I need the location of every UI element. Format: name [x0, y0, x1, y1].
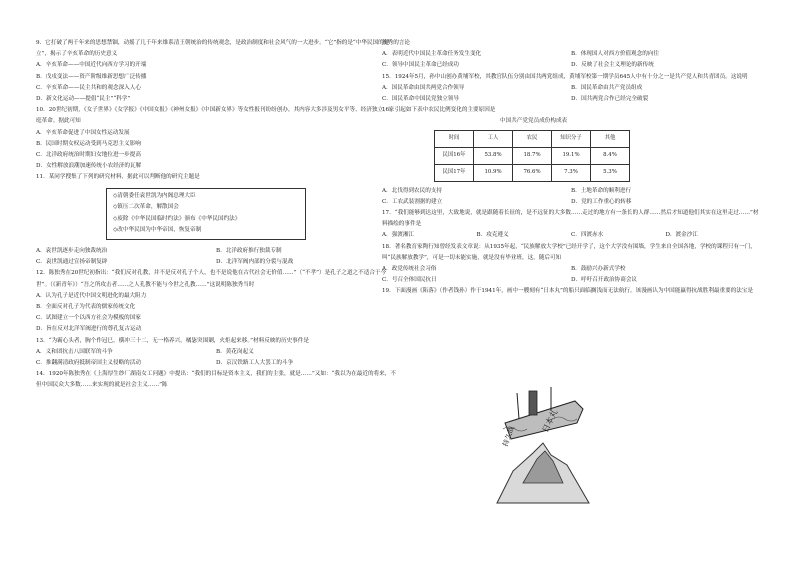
q11-option-c: C．袁世凯通过宣扬帝制复辟: [36, 259, 108, 266]
q15-option-d: D．国共两党合作已经完全破裂: [571, 96, 649, 103]
q10-option-d: D．女性解放浪潮加速传统小农经济的瓦解: [36, 163, 142, 170]
q11-material-box: [106, 188, 306, 240]
question-16-stem: 16．引起如下表中农民比例变化的主要原因是: [382, 107, 496, 114]
table-cell: 10.9%: [474, 164, 513, 181]
question-15-stem: 15．1924年5月，孙中山创办黄埔军校，其教官队伍分别由国共两党组成，黄埔军校第一期学员645人中有十分之一是共产党人和共青团员。这说明: [382, 73, 748, 80]
q12-option-c: C．试图建立一个以西方社会为模板的国家: [36, 315, 141, 322]
table-header-row: [435, 130, 630, 147]
table-cell: 76.6%: [513, 164, 552, 181]
q9-option-b: B．戊戌变法——资产阶级维新思想广泛传播: [36, 73, 147, 80]
q16-option-a: A．北伐得到农民的支持: [382, 187, 442, 194]
table-cell: 5.3%: [591, 164, 630, 181]
q16-option-c: C．工农武装割据的建立: [382, 198, 443, 205]
mast-label: 持久战: [501, 425, 517, 448]
q15-option-b: B．国民革命由共产党员组成: [571, 84, 643, 91]
q13-option-a: A．义和团抗击八国联军的斗争: [36, 348, 113, 355]
table-header-cell: 知识分子: [552, 130, 591, 147]
table-cell: 7.3%: [552, 164, 591, 181]
q11-material-2: ◇镇压二次革命，解散国会: [113, 204, 179, 211]
table-cell: 53.8%: [474, 147, 513, 164]
cartoon-image: [493, 383, 593, 507]
q14-stem-continued: 独秀的言论: [382, 40, 410, 46]
q14-option-c: C．领导中国民主革命已经成功: [382, 62, 459, 69]
ship-funnel: [529, 391, 537, 415]
question-9-stem: 9．它打破了两千年来的思想禁锢，动摇了几千年来维系清王朝统治的传统观念，是政治制度和社会风气的一大进步。“它”指的是“中华民国的建立”，揭示了辛亥革命的历史意义: [36, 40, 390, 58]
q11-material-3: ◇废除《中华民国临时约法》颁布《中华民国约法》: [113, 215, 241, 222]
q11-option-b: B．北洋政府推行独裁专制: [216, 248, 282, 255]
table-cell: 民国16年: [435, 147, 474, 164]
q13-options-row-1: [36, 347, 396, 358]
q11-option-a: A．袁世凯逐步走向独裁统治: [36, 248, 108, 255]
q17-option-a: A．强渡湘江: [382, 232, 415, 239]
q16-options-row-2: [382, 197, 760, 208]
q12-option-a: A．认为孔子是近代中国文明进化的最大阻力: [36, 292, 147, 299]
q17-option-c: C．四渡赤水: [571, 232, 604, 239]
table-cell: 19.1%: [552, 147, 591, 164]
q17-option-d: D．渡金沙江: [665, 232, 698, 239]
q14-option-a: A．表明近代中国民主革命任务发生变化: [382, 51, 482, 58]
q11-options-row-2: [36, 257, 396, 268]
q14-option-d: D．反映了社会主义理论的新传统: [571, 62, 654, 69]
question-14-stem: 14．1920年陈独秀在《上海厚生纱厂湖南女工问题》中提出：“我们的目标是资本主义，我们的主张，就是……”又如：“我以为在最近的将来，不但中国民众大多数……来实现的就是社会主义……”陈: [36, 371, 396, 389]
q15-options-row-1: [382, 83, 760, 94]
q13-options-row-2: [36, 358, 396, 369]
ship-label: 日本丸: [540, 408, 560, 434]
question-18-stem: 18．著名教育家陶行知曾经发表文章说：从1935年起，“民族解放大学校”已经开学了，这个大学没有围墙，学生来自全国各地，学校的课程只有一门，叫“民族解放教学”，可是一切未能实施，就是没有毕业班，这，随后可知: [382, 243, 756, 261]
q15-option-c: C．国民革命中国民党独立领导: [382, 96, 459, 103]
table-header-cell: 农民: [513, 130, 552, 147]
table-row: [435, 164, 630, 181]
q17-options-row: [382, 230, 760, 241]
question-19-stem: 19．下面漫画《陷落》（作者钱孙）作于1941年，画中一艘刻有“日本丸”的船只面临搁浅而无法航行。该漫画认为中国能赢得抗战胜利最重要的法宝是: [382, 288, 754, 295]
left-column: [36, 38, 396, 392]
q18-option-a: A．政党传统社会习俗: [382, 266, 437, 273]
q13-option-c: C．推翻满清政府抵制帝国主义侵略的活动: [36, 360, 141, 367]
q18-option-b: B．鼓励兴办新式学校: [571, 266, 626, 273]
ship-hull: [505, 401, 583, 439]
q16-option-b: B．土地革命的顺利进行: [571, 187, 632, 194]
q11-material-1: ◇清朝委任袁世凯为内阁总理大臣: [113, 192, 196, 199]
q15-options-row-2: [382, 94, 760, 105]
q16-data-table: [434, 130, 630, 182]
q16-option-d: D．党的工作重心的转移: [571, 198, 632, 205]
q14-options-row-2: [382, 60, 760, 71]
question-17-stem: 17．“我们能够到达这里，大致地说，就是跟随着长征的，是不远征的大多数……走过的地方有一条长的人群……然后才知道他们其实在这里走过……”材料描绘的事件是: [382, 210, 759, 228]
q10-option-b: B．民国时期女权运动受到马克思主义影响: [36, 140, 141, 147]
q16-options-row-1: [382, 186, 760, 197]
q11-material-4: ◇改中华民国为中华帝国，恢复帝制: [113, 227, 202, 234]
q16-table-title: 中国共产党党员成份构成表: [500, 118, 568, 125]
q18-options-row-1: [382, 264, 760, 275]
q18-option-d: D．呼吁召开政治协商会议: [571, 277, 638, 284]
q12-option-b: B．全面反对孔子为代表的儒家传统文化: [36, 304, 136, 311]
q13-option-b: B．黄花岗起义: [216, 348, 254, 355]
table-header-cell: 工人: [474, 130, 513, 147]
table-row: [435, 147, 630, 164]
q11-options-row-1: [36, 246, 396, 257]
q18-option-c: C．号召全体国民抗日: [382, 277, 437, 284]
q9-option-a: A．辛亥革命——中国近代向西方学习的开端: [36, 62, 147, 69]
q18-options-row-2: [382, 275, 760, 286]
q10-option-c: C．北洋政府统治时期妇女地位进一步提高: [36, 152, 141, 159]
question-12-stem: 12．陈独秀在20世纪初指出：“我们反对孔教，并不是反对孔子个人，也不是说他在古代社会无价值……”（“不孝”）是孔子之道之不适合于今世”。（《新青年》）“吾之所攻击者……之人孔教不能与今世之孔教……”这说明陈独秀当时: [36, 270, 387, 288]
q14-options-row-1: [382, 49, 760, 60]
q9-option-d: D．新文化运动——提倡“民主”“科学”: [36, 96, 131, 103]
question-13-stem: 13．“为霸心头者，胸个作冠巳，横冲三十二，无一格养兴。橘毖突围剿，火炬起来移。”材料反映的历史事件是: [36, 337, 309, 344]
q17-option-b: B．攻克遵义: [476, 232, 509, 239]
q15-option-a: A．国民革命由国共两党合作领导: [382, 84, 465, 91]
q14-option-b: B．体现国人对西方价值观念的向往: [571, 51, 660, 58]
table-header-cell: 其他: [591, 130, 630, 147]
table-cell: 民国17年: [435, 164, 474, 181]
q13-option-d: D．京汉铁路工人大罢工的斗争: [216, 360, 294, 367]
q12-option-d: D．旨在反对北洋军阀进行的尊孔复古运动: [36, 326, 142, 333]
q11-option-d: D．北洋军阀内部的分裂与混战: [216, 259, 294, 266]
ship-mast: [517, 393, 519, 419]
question-11-stem: 11．某同学搜集了下列的研究材料，据此可以判断他的研究主题是: [36, 174, 200, 181]
right-column: [382, 38, 760, 298]
table-header-cell: 时间: [435, 130, 474, 147]
question-10-stem: 10．20世纪初期，《女子世界》《女学报》《中国女报》《神州女报》《中国新女界》等女性报刊纷纷创办，其内容大多涉及男女平等、经济独立、家庭革命。据此可知: [36, 107, 395, 125]
q9-option-c: C．辛亥革命——民主共和的观念深入人心: [36, 84, 141, 91]
table-cell: 8.4%: [591, 147, 630, 164]
q10-option-a: A．辛亥革命促进了中国女性运动发展: [36, 129, 130, 136]
table-cell: 18.7%: [513, 147, 552, 164]
